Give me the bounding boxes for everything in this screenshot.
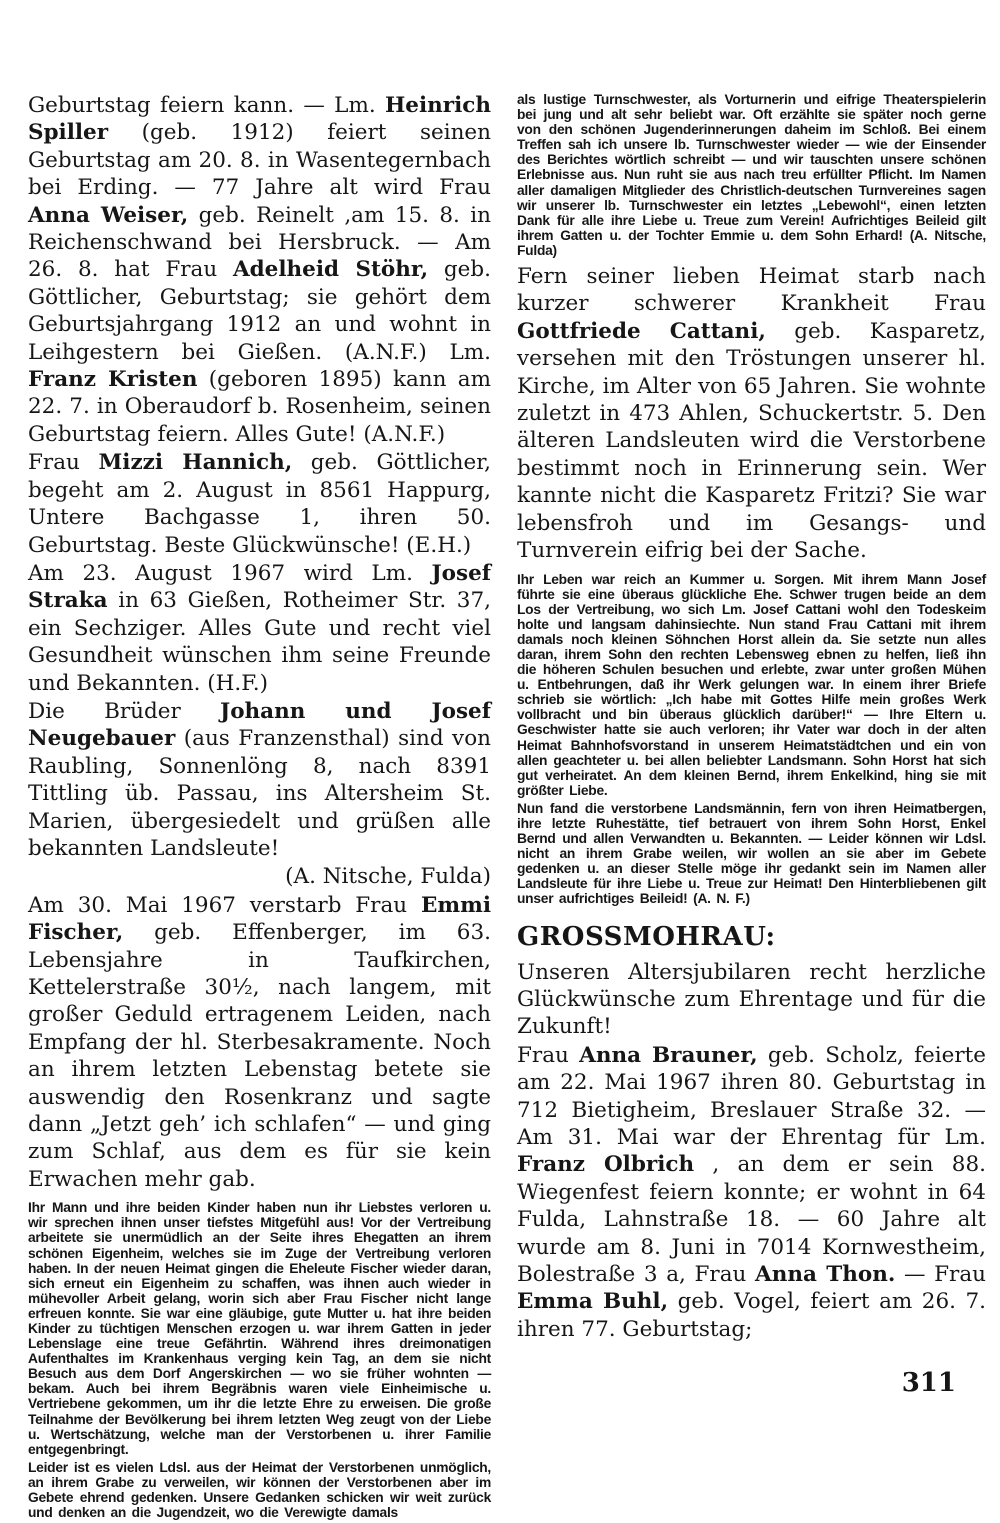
body-text: (geboren 1895) kann am 22. 7. in Oberaudorf b. Rosenheim, seinen Geburtstag feiern. Alles Gute! (A.N.F.): [28, 367, 492, 447]
body-text: (geb. 1912) feiert seinen Geburtstag am 20. 8. in Wasentegernbach bei Erding. — 77 Jahre alt wird Frau: [28, 120, 491, 201]
emphasized-name: Franz Kristen: [28, 367, 198, 393]
emphasized-name: Adelheid Stöhr,: [232, 257, 429, 283]
page-number: 311: [901, 1368, 956, 1398]
emphasized-name: Heinrich Spiller: [28, 93, 491, 146]
body-text: (A. Nitsche, Fulda): [285, 864, 491, 890]
emphasized-name: Emma Buhl,: [517, 1289, 669, 1315]
byline-nitsche-fulda: [28, 863, 491, 890]
body-text: geb. Kasparetz, versehen mit den Tröstungen unserer hl. Kirche, im Alter von 65 Jahren. Sie wohnte zuletzt in 473 Ahlen, Schuckertstr. 5. Den älteren Landsleuten wird die Verstorbene bestimmt noch in Erinnerung sein. Wer kannte nicht die Kasparetz Fritzi? Sie war lebensfroh und im Gesangs- und Turnverein eifrig bei der Sache.: [517, 318, 986, 564]
body-text: Am 30. Mai 1967 verstarb Frau: [28, 892, 421, 918]
emphasized-name: Anna Brauner,: [579, 1042, 758, 1068]
grossmohrau-jubilare-paragraph: [517, 1042, 986, 1343]
body-text: Ihr Leben war reich an Kummer u. Sorgen. Mit ihrem Mann Josef führte sie eine überaus glückliche Ehe. Schwer trugen beide an dem Los der Vertreibung, wo sich Lm. Josef Cattani wohl den Todeskeim holte und langsam dahinsiechte. Nun stand Frau Cattani mit ihrem damals noch kleinen Söhnchen Horst allein da. Sie setzte nun alles daran, ihrem Sohn den rechten Lebensweg ebnen zu helfen, ließ ihn die höheren Schulen besuchen und erlebte, zwar unter großen Mühen u. Entbehrungen, daß ihr Werk gelungen war. In einem ihrer Briefe schrieb sie wörtlich: „Ich habe mit Gottes Hilfe mein großes Werk vollbracht und bin überaus glücklich darüber!“ — Ihre Eltern u. Geschwister hatte sie auch verloren; ihr Vater war doch in der alten Heimat Bahnhofsvorstand in unserem Heimatstädtchen und ein von allen geachteter u. bei allen beliebter Landsmann. Sohn Horst hat sich gut verheiratet. An dem kleinen Bernd, ihrem Enkelkind, hing sie mit größter Liebe.: [517, 571, 986, 798]
emphasized-name: Mizzi Hannich,: [98, 450, 293, 476]
body-text: Fern seiner lieben Heimat starb nach kurzer schwerer Krankheit Frau: [517, 264, 986, 317]
body-text: als lustige Turnschwester, als Vorturnerin und eifrige Theaterspielerin bei jung und alt sehr beliebt war. Oft erzählte sie später noch gerne von den schönen Jugenderinnerungen daheim im Schloß. Bei einem Treffen sah ich unsere lb. Turnschwester wieder — wie der Einsender des Berichtes wörtlich schreibt — und wir tauschten unsere schönen Erlebnisse aus. Nun ruht sie aus nach treu erfüllter Pflicht. Im Namen aller damaligen Mitglieder des Christlich-deutschen Turnvereines sagen wir unserer lb. Turnschwester ein letztes „Lebewohl“, einen letzten Dank für alle ihre Liebe u. Treue zum Verein! Aufrichtiges Beileid gilt ihrem Gatten u. der Tochter Emmie u. dem Sohn Erhard! (A. Nitsche, Fulda): [517, 92, 986, 258]
fischer-remembrance-paragraph: [28, 1460, 491, 1520]
body-text: Geburtstag feiern kann. — Lm.: [28, 93, 385, 118]
body-text: Leider ist es vielen Ldsl. aus der Heimat der Verstorbenen unmöglich, an ihrem Grabe zu verweilen, wir können der Verstorbenen aber im Gebete ehrend gedenken. Unsere Gedanken schicken wir weit zurück und denken an die Jugendzeit, wo die Verewigte damals: [28, 1459, 491, 1521]
document-page: [28, 92, 986, 1523]
body-text: geb. Göttlicher, Geburtstag; sie gehört dem Geburtsjahrgang 1912 an und wohnt in Leihgestern bei Gießen. (A.N.F.) Lm.: [28, 257, 491, 365]
emphasized-name: Emmi Fischer,: [28, 892, 491, 946]
turnschwester-continuation-paragraph: [517, 92, 986, 258]
body-text: , an dem er sein 88. Wiegenfest feiern konnte; er wohnt in 64 Fulda, Lahnstraße 18. — 60 Jahre alt wurde am 8. Juni in 7014 Kornwestheim, Bolestraße 3 a, Frau: [517, 1152, 986, 1288]
body-text: geb. Scholz, feierte am 22. Mai 1967 ihren 80. Geburtstag in 712 Bietigheim, Breslauer Straße 32. — Am 31. Mai war der Ehrentag für Lm.: [517, 1042, 987, 1150]
cattani-obituary-paragraph: [517, 263, 986, 564]
body-text: Nun fand die verstorbene Landsmännin, fern von ihren Heimatbergen, ihre letzte Ruhestätte, tief betrauert von ihrem Sohn Horst, Enkel Bernd und allen Verwandten u. Bekannten. — Leider können wir Ldsl. nicht an ihrem Grabe weilen, wir wollen an sie aber im Gebete gedenken u. an dieser Stelle möge ihr gedankt sein im Namen aller Landsleute für ihre Liebe u. Treue zur Heimat! Den Hinterbliebenen gilt unser aufrichtiges Beileid! (A. N. F.): [517, 800, 986, 907]
body-text: Frau: [517, 1042, 580, 1068]
left-column: [28, 92, 491, 1523]
body-text: GROSSMOHRAU:: [517, 921, 776, 952]
emphasized-name: Anna Thon.: [755, 1262, 896, 1288]
cattani-remembrance-paragraph: [517, 801, 986, 907]
body-text: Unseren Altersjubilaren recht herzliche Glückwünsche zum Ehrentage und für die Zukunft!: [517, 959, 986, 1040]
body-text: Am 23. August 1967 wird Lm.: [28, 560, 432, 586]
body-text: geb. Reinelt ,am 15. 8. in Reichenschwand bei Hersbruck. — Am 26. 8. hat Frau: [28, 202, 491, 283]
straka-birthday-paragraph: [28, 560, 491, 697]
hannich-birthday-paragraph: [28, 449, 491, 559]
birthday-notices-paragraph: [28, 92, 491, 448]
body-text: geb. Göttlicher, begeht am 2. August in 8561 Happurg, Untere Bachgasse 1, ihren 50. Geburtstag. Beste Glückwünsche! (E.H.): [28, 450, 492, 558]
emphasized-name: Franz Olbrich: [517, 1152, 695, 1178]
neugebauer-paragraph: [28, 698, 491, 862]
body-text: — Frau: [895, 1262, 986, 1288]
body-text: geb. Effenberger, im 63. Lebensjahre in Taufkirchen, Kettelerstraße 30½, nach langem, mit großer Geduld ertragenem Leiden, nach Empfang der hl. Sterbesakramente. Noch an ihrem letzten Lebenstag betete sie auswendig den Rosenkranz und sagte dann „Jetzt geh’ ich schlafen“ — und ging zum Schlaf, aus dem es für sie kein Erwachen mehr gab.: [28, 920, 491, 1192]
body-text: Frau: [28, 450, 99, 476]
grossmohrau-section-heading: [517, 922, 986, 952]
body-text: Ihr Mann und ihre beiden Kinder haben nun ihr Liebstes verloren u. wir sprechen ihnen unser tiefstes Mitgefühl aus! Vor der Vertreibung arbeitete sie unermüdlich an der Seite ihres Ehegatten an ihrem schönen Eigenheim, welches sie im Zuge der Vertreibung verloren haben. In der neuen Heimat gingen die Eheleute Fischer wieder daran, sich erneut ein Eigenheim zu schaffen, was ihnen auch wieder in mühevoller Arbeit gelang, worin sich aber Frau Fischer nicht lange erfreuen konnte. Sie war eine gläubige, gute Mutter u. hat ihre beiden Kinder zu tüchtigen Menschen erzogen u. war ihrem Gatten in jeder Lebenslage eine treue Gefährtin. Während ihres dreimonatigen Aufenthaltes im Krankenhaus verging kein Tag, an dem sie nicht Besuch aus dem Dorf Angerskirchen — wo sie früher wohnten — bekam. Auch bei ihrem Begräbnis waren viele Einheimische u. Vertriebene gekommen, um ihr die letzte Ehre zu erweisen. Die große Teilnahme der Bevölkerung bei ihrem letzten Weg zeugt von der Liebe u. Wertschätzung, welche man der Verstorbenen u. ihrer Familie entgegenbringt.: [28, 1200, 492, 1457]
body-text: geb. Vogel, feiert am 26. 7. ihren 77. Geburtstag;: [517, 1289, 986, 1342]
body-text: Die Brüder: [28, 698, 221, 724]
fischer-tribute-paragraph: [28, 1200, 491, 1457]
emphasized-name: Anna Weiser,: [28, 202, 189, 228]
fischer-obituary-paragraph: [28, 892, 491, 1193]
body-text: (aus Franzensthal) sind von Raubling, Sonnenlöng 8, nach 8391 Tittling üb. Passau, ins Altersheim St. Marien, übergesiedelt und grüßen alle bekannten Landsleute!: [28, 726, 491, 861]
emphasized-name: Josef Straka: [28, 560, 491, 614]
grossmohrau-intro-paragraph: [517, 959, 986, 1041]
cattani-life-paragraph: [517, 572, 986, 798]
emphasized-name: Gottfriede Cattani,: [517, 318, 766, 344]
body-text: in 63 Gießen, Rotheimer Str. 37, ein Sechziger. Alles Gute und recht viel Gesundheit wünschen ihm seine Freunde und Bekannten. (H.F.): [28, 588, 491, 696]
right-column: [517, 92, 986, 1523]
emphasized-name: Johann und Josef Neugebauer: [28, 698, 491, 752]
